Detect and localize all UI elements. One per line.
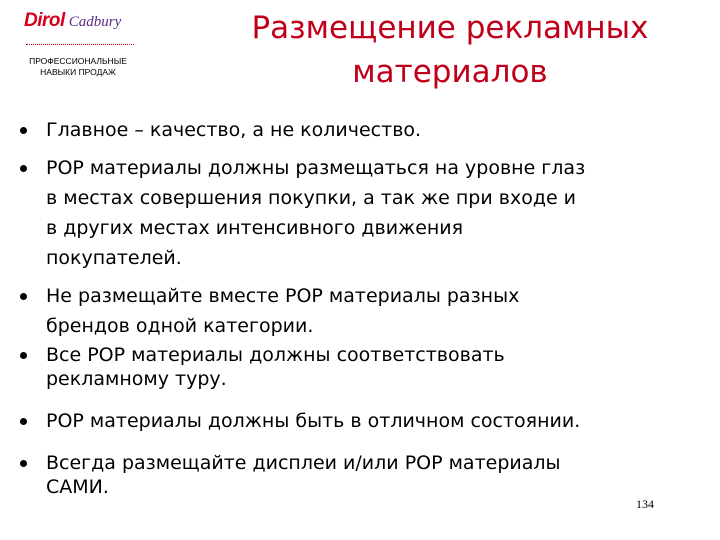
bullet-item — [14, 343, 704, 391]
bullet-item — [14, 153, 704, 273]
bullet-line: в местах совершения покупки, а так же при входе и — [46, 187, 577, 209]
logo-subtitle-line-1: ПРОФЕССИОНАЛЬНЫЕ — [29, 56, 127, 66]
slide-title-line-2: материалов — [352, 54, 548, 90]
bullet-dot — [20, 418, 27, 425]
bullet-dot — [20, 460, 27, 467]
bullet-line: САМИ. — [46, 476, 109, 498]
logo-divider — [26, 44, 134, 45]
cadbury-wordmark: Cadbury — [68, 14, 122, 30]
dirol-wordmark: Dirol — [24, 10, 65, 31]
page-number: 134 — [636, 497, 654, 511]
bullet-line: Все POP материалы должны соответствовать — [46, 344, 505, 366]
bullet-line: Всегда размещайте дисплеи и/или POP материалы — [46, 452, 561, 474]
bullet-item — [14, 451, 704, 499]
bullet-item — [14, 115, 704, 145]
bullet-dot — [20, 352, 27, 359]
bullet-item — [14, 281, 704, 341]
bullet-dot — [20, 293, 27, 300]
logo-subtitle-line-2: НАВЫКИ ПРОДАЖ — [40, 67, 116, 77]
slide-title — [195, 6, 705, 94]
bullet-line: рекламному туру. — [46, 368, 227, 390]
brand-logo — [12, 6, 142, 86]
bullet-dot — [20, 127, 27, 134]
bullet-line: POP материалы должны быть в отличном состоянии. — [46, 410, 581, 432]
bullet-line: POP материалы должны размещаться на уровне глаз — [46, 157, 586, 179]
bullet-list — [14, 115, 704, 499]
bullet-line: брендов одной категории. — [46, 315, 314, 337]
logo-subtitle — [12, 56, 144, 78]
bullet-line: Не размещайте вместе POP материалы разных — [46, 285, 520, 307]
slide-title-line-1: Размещение рекламных — [251, 10, 649, 46]
bullet-dot — [20, 165, 27, 172]
bullet-item — [14, 406, 704, 436]
bullet-line: Главное – качество, а не количество. — [46, 119, 422, 141]
brand-wordmark — [24, 10, 121, 32]
bullet-line: покупателей. — [46, 247, 182, 269]
bullet-line: в других местах интенсивного движения — [46, 217, 464, 239]
